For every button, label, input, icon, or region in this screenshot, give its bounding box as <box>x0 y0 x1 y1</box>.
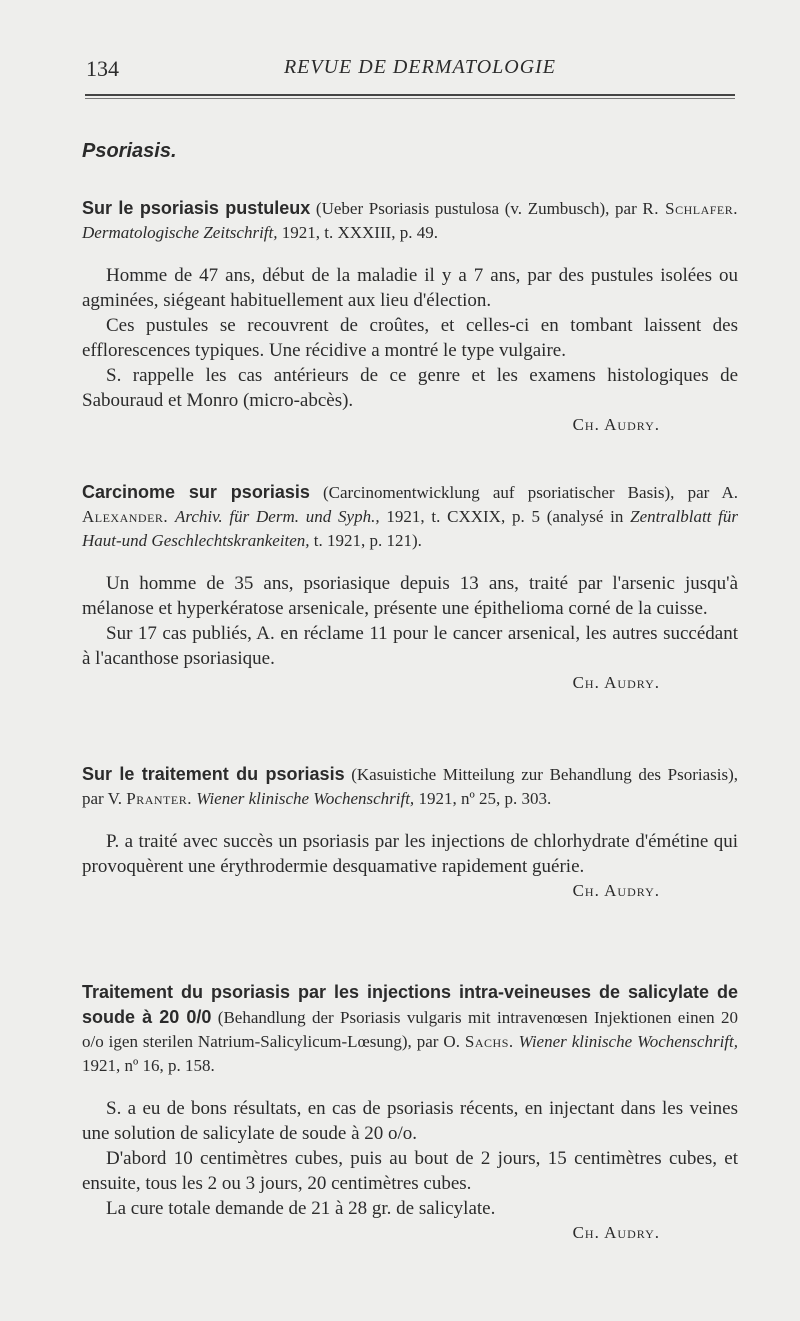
spacer <box>82 1078 738 1096</box>
article-title: Carcinome sur psoriasis <box>82 482 310 502</box>
author-name: Alexander. <box>82 507 169 526</box>
journal-name: Wiener klinische Wochenschrift, <box>196 789 415 808</box>
article-paragraph: S. rappelle les cas antérieurs de ce genre et les examens histologiques de Sabouraud et Monro (micro-abcès). <box>82 365 738 411</box>
article-paragraph: Sur 17 cas publiés, A. en réclame 11 pour le cancer arsenical, les autres succédant à l'acanthose psoriasique. <box>82 623 738 669</box>
header-rule <box>85 94 735 96</box>
spacer <box>82 245 738 263</box>
page-header <box>0 0 800 110</box>
author-name: Sachs. <box>464 1032 514 1051</box>
article-paragraph: P. a traité avec succès un psoriasis par les injections de chlorhydrate d'émétine qui provoquèrent une érythrodermie desquamative rapidement guérie. <box>82 831 738 877</box>
journal-name: Dermatologische Zeitschrift, <box>82 223 278 242</box>
article-reference <box>82 196 738 245</box>
spacer <box>82 811 738 829</box>
ref-text: t. 1921, p. 121). <box>309 531 422 550</box>
author-name: R. Schlafer. <box>642 199 739 218</box>
signature: Ch. Audry. <box>572 881 660 900</box>
journal-name: Wiener klinische Wochenschrift, <box>518 1032 738 1051</box>
author-name: Pranter. <box>126 789 192 808</box>
signature: Ch. Audry. <box>572 673 660 692</box>
article-3 <box>82 762 738 901</box>
ref-text: 1921, t. CXXIX, p. 5 (analysé in <box>379 507 631 526</box>
section-title: Psoriasis. <box>82 140 177 162</box>
article-reference <box>82 980 738 1078</box>
article-title: Sur le traitement du psoriasis <box>82 764 345 784</box>
signature: Ch. Audry. <box>572 415 660 434</box>
ref-text: (Behandlung der Psoriasis vulgaris mit intravenœsen Injektionen einen 20 o/o igen sterilen Natrium-Salicylicum-Lœsung), par O. <box>82 1008 738 1051</box>
journal-name-2: Zentralblatt für Haut-und Geschlechtskrankeiten, <box>82 507 738 550</box>
article-paragraph: La cure totale demande de 21 à 28 gr. de salicylate. <box>106 1198 496 1219</box>
ref-text: 1921, nº 16, p. 158. <box>82 1056 215 1075</box>
ref-text: 1921, nº 25, p. 303. <box>414 789 552 808</box>
ref-text <box>168 507 175 526</box>
signature: Ch. Audry. <box>572 1223 660 1242</box>
article-paragraph: D'abord 10 centimètres cubes, puis au bout de 2 jours, 15 centimètres cubes, et ensuite, tous les 2 ou 3 jours, 20 centimètres cubes. <box>82 1148 738 1194</box>
ref-text: 1921, t. XXXIII, p. 49. <box>277 223 439 242</box>
header-rule-thin <box>85 98 735 99</box>
article-paragraph: S. a eu de bons résultats, en cas de psoriasis récents, en injectant dans les veines une solution de salicylate de soude à 20 o/o. <box>82 1098 738 1144</box>
ref-text: (Carcinomentwicklung auf psoriatischer Basis), par A. <box>309 483 738 502</box>
running-title: REVUE DE DERMATOLOGIE <box>283 56 557 78</box>
article-title: Traitement du psoriasis par les injections intra-veineuses de salicylate de soude à 20 0/0 <box>82 982 738 1027</box>
ref-text: (Kasuistiche Mitteilung zur Behandlung des Psoriasis), par V. <box>82 765 739 808</box>
article-1 <box>82 196 738 435</box>
ref-text: (Ueber Psoriasis pustulosa (v. Zumbusch), par <box>310 199 643 218</box>
article-reference <box>82 480 738 553</box>
article-2 <box>82 480 738 693</box>
article-reference <box>82 762 738 811</box>
article-title: Sur le psoriasis pustuleux <box>82 198 311 218</box>
article-paragraph: Homme de 47 ans, début de la maladie il y a 7 ans, par des pustules isolées ou agminées, siégeant habituellement aux lieu d'élection. <box>82 265 738 311</box>
article-paragraph: Ces pustules se recouvrent de croûtes, et celles-ci en tombant laissent des efflorescences typiques. Une récidive a montré le type vulgaire. <box>82 315 738 361</box>
article-paragraph: Un homme de 35 ans, psoriasique depuis 13 ans, traité par l'arsenic jusqu'à mélanose et hyperkératose arsenicale, présente une épithelioma corné de la cuisse. <box>82 573 738 619</box>
page-number: 134 <box>86 56 119 81</box>
journal-name: Archiv. für Derm. und Syph., <box>174 507 380 526</box>
article-4 <box>82 980 738 1243</box>
spacer <box>82 553 738 571</box>
